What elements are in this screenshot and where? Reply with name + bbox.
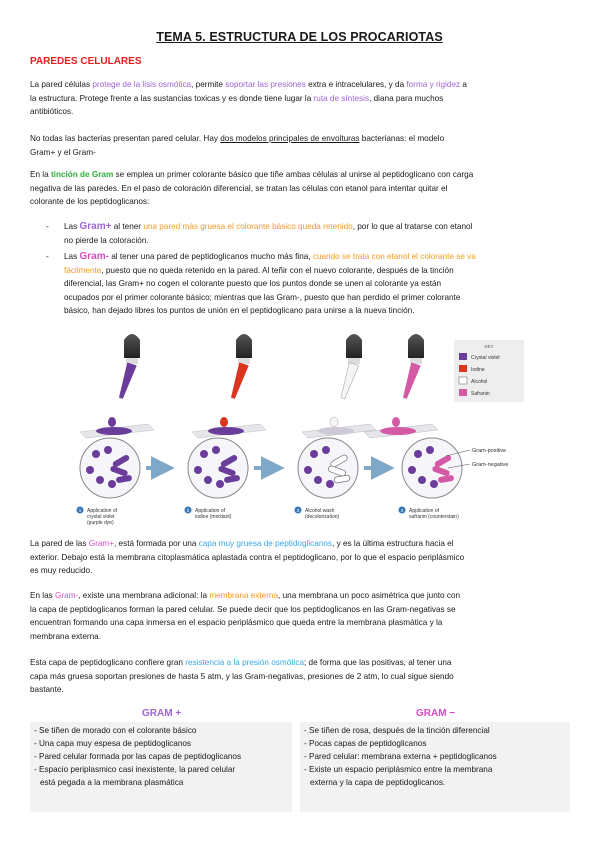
b2-text: , puesto que no queda retenido en la pared. Al teñir con el nuevo colorante, después de la tinción <box>101 265 454 275</box>
p5-highlight: membrana externa <box>209 591 279 600</box>
paragraph-2 <box>30 132 570 159</box>
p5-text: encuentran formando una capa inmersa en el espacio periplásmico que queda entre la membrana plasmática y la <box>30 618 443 627</box>
micrograph-1 <box>80 438 140 498</box>
step-caption-2 <box>185 507 232 521</box>
table-cell: - Pocas capas de peptidoglicanos <box>304 739 427 748</box>
label-gram-negative: Gram-negative <box>472 462 509 468</box>
step-number: 4 <box>400 508 404 513</box>
p3-text: negativa de las paredes. En el paso de coloración diferencial, se tratan las células con etanol para intentar quitar el <box>30 183 448 193</box>
step-text: Application of <box>409 508 440 514</box>
table-header-gram-positive: GRAM + <box>142 708 182 719</box>
p3-text: En la <box>30 170 51 179</box>
b2-highlight: cuando se trata con etanol el colorante se va <box>312 252 476 261</box>
gram-stain-diagram <box>70 328 530 528</box>
p3-text: se emplea un primer colorante básico que tiñe ambas células al unirse al peptidoglicano con carga <box>113 170 474 179</box>
p1-text: extra e intracelulares, y da <box>305 80 407 89</box>
step-text: iodine (mordant) <box>195 514 232 520</box>
dropper-alcohol <box>302 334 376 438</box>
table-cell-list <box>34 724 292 789</box>
p6-text: Esta capa de peptidoglicano confiere gran <box>30 658 186 667</box>
p1-highlight-lisis: protege de la lisis osmótica <box>92 80 192 89</box>
paragraph-5 <box>30 589 570 643</box>
paragraph-4 <box>30 537 570 578</box>
b1-text: Las <box>64 222 80 231</box>
step-caption-1 <box>77 507 118 527</box>
step-text: (purple dye) <box>87 520 114 526</box>
table-cell: - Pared celular formada por las capas de peptidoglicanos <box>34 752 242 761</box>
p1-text: , permite <box>191 80 226 89</box>
bullet-dash: - <box>46 252 49 261</box>
section-heading: PAREDES CELULARES <box>30 56 142 67</box>
p5-text: En las <box>30 591 56 600</box>
key-alcohol: Alcohol <box>471 379 488 385</box>
table-cell: - Existe un espacio periplásmico entre la membrana <box>304 765 493 774</box>
key-crystal-violet: Crystal violet <box>471 355 500 361</box>
page-title: TEMA 5. ESTRUCTURA DE LOS PROCARIOTAS <box>156 30 443 44</box>
bullet-1 <box>64 220 572 247</box>
p1-text: la estructura. Protege frente a las sustancias toxicas y es donde tiene lugar la <box>30 93 314 103</box>
step-caption-4 <box>399 507 460 521</box>
p4-text: es muy reducido. <box>30 566 93 575</box>
p1-highlight-presiones: soportar las presiones <box>225 80 306 89</box>
b2-highlight: fácilmente <box>64 265 102 275</box>
p2-text: No todas las bacterias presentan pared celular. Hay <box>30 134 221 143</box>
step-number: 1 <box>78 508 82 513</box>
paragraph-1 <box>30 78 570 119</box>
gram-stain-figure <box>70 328 530 528</box>
key-title: KEY <box>484 344 494 349</box>
b1-text: al tener <box>111 222 144 231</box>
p5-text: membrana externa. <box>30 631 101 641</box>
table-cell: - Se tiñen de morado con el colorante básico <box>34 726 197 735</box>
b2-text: básico, han dejado libres los puntos de unión en el peptidoglicano para unirse a la nueva tinción. <box>64 306 415 315</box>
b2-text: Las <box>64 252 80 261</box>
p4-highlight: capa muy gruesa de peptidoglicanos <box>198 539 333 548</box>
p1-text: La pared células <box>30 80 93 89</box>
dropper-safranin <box>364 334 438 438</box>
p1-text: , diana para muchos <box>369 93 444 103</box>
p5-text: la capa de peptidoglicanos forman la pared celular. Se puede decir que los peptidoglicanos en las Gram-negativas se <box>30 604 456 614</box>
p5-text: , una membrana un poco asimétrica que junto con <box>278 591 461 600</box>
p1-text: antibióticos. <box>30 107 74 116</box>
b2-text: al tener una pared de peptidoglicanos mucho más fina, <box>108 252 313 261</box>
color-key <box>454 340 524 402</box>
step-number: 2 <box>186 508 190 513</box>
b2-gram-negative: Gram- <box>79 251 109 262</box>
p3-text: colorante de los peptidoglicanos: <box>30 197 150 206</box>
p6-text: capa más gruesa soportan presiones de hasta 5 atm, y las Gram-negativas, presiones de 2 atm, lo cual sigue siendo <box>30 671 454 681</box>
step-text: Alcohol wash <box>305 508 335 514</box>
b1-highlight: una pared más gruesa el colorante básico queda retenido <box>143 222 353 231</box>
key-safranin: Safranin <box>471 391 490 397</box>
p1-highlight-forma: forma y rigidez <box>406 80 461 89</box>
step-text: crystal violet <box>87 514 115 520</box>
b1-gram-positive: Gram+ <box>79 221 112 232</box>
step-caption-3 <box>295 507 340 521</box>
step-text: Application of <box>195 508 226 514</box>
p5-text: , existe una membrana adicional: la <box>78 591 210 600</box>
p1-text: a <box>460 80 467 89</box>
paragraph-3 <box>30 168 570 209</box>
step-text: Application of <box>87 508 118 514</box>
table-cell: - Espacio periplasmico casi inexistente, la pared celular <box>34 765 236 774</box>
p4-text: exterior. Debajo está la membrana citoplasmática aplastada contra el peptidoglicano, por lo que el espacio periplásmico <box>30 552 465 562</box>
table-cell: externa y la capa de peptidoglicanos. <box>310 778 446 787</box>
p4-text: , está formada por una <box>114 539 199 548</box>
table-cell: está pegada a la membrana plasmática <box>40 778 184 787</box>
p4-text: La pared de las <box>30 539 89 548</box>
b1-text: , por lo que al tratarse con etanol <box>352 222 473 231</box>
dropper-crystal-violet <box>80 334 154 438</box>
p6-text: ; de forma que las positivas, al tener una <box>304 658 452 667</box>
step-text: (decolorization) <box>305 514 340 520</box>
p2-text: Gram+ y el Gram- <box>30 147 96 157</box>
p4-gram-positive: Gram+ <box>88 539 114 548</box>
micrograph-3 <box>298 438 358 498</box>
table-cell: - Una capa muy espesa de peptidoglicanos <box>34 739 192 748</box>
p6-highlight: resistencia a la presión osmótica <box>185 658 304 667</box>
b2-text: ocupados por el primer colorante básico; mientras que las Gram-, puesto que han perdido el primer colorante <box>64 292 461 302</box>
key-iodine: Iodine <box>471 367 485 373</box>
step-number: 3 <box>296 508 300 513</box>
p4-text: , y es la última estructura hacia el <box>332 539 454 548</box>
p2-underlined: dos modelos principales de envolturas <box>220 134 360 143</box>
step-text: safranin (counterstain) <box>409 514 459 520</box>
p3-highlight-tincion: tinción de Gram <box>50 170 114 179</box>
p5-gram-negative: Gram- <box>55 591 79 600</box>
bullet-2 <box>64 250 572 318</box>
b2-text: diferencial, las Gram+ no cogen el colorante puesto que los puntos donde se unen al colorante ya están <box>64 279 442 288</box>
bullet-dash: - <box>46 222 49 231</box>
micrograph-2 <box>188 438 248 498</box>
p1-highlight-ruta: ruta de síntesis <box>313 93 370 103</box>
dropper-iodine <box>192 334 266 438</box>
p6-text: bastante. <box>30 685 64 694</box>
b1-text: no pierde la coloración. <box>64 235 149 245</box>
label-gram-positive: Gram-positive <box>472 448 507 454</box>
paragraph-6 <box>30 656 570 697</box>
table-cell: - Se tiñen de rosa, después de la tinción diferencial <box>304 726 490 735</box>
table-cell-list <box>304 724 568 789</box>
table-cell: - Pared celular: membrana externa + peptidoglicanos <box>304 752 497 761</box>
table-header-gram-negative: GRAM − <box>416 708 456 719</box>
p2-text: bacterianas: el modelo <box>359 134 445 143</box>
micrograph-4 <box>402 438 462 498</box>
